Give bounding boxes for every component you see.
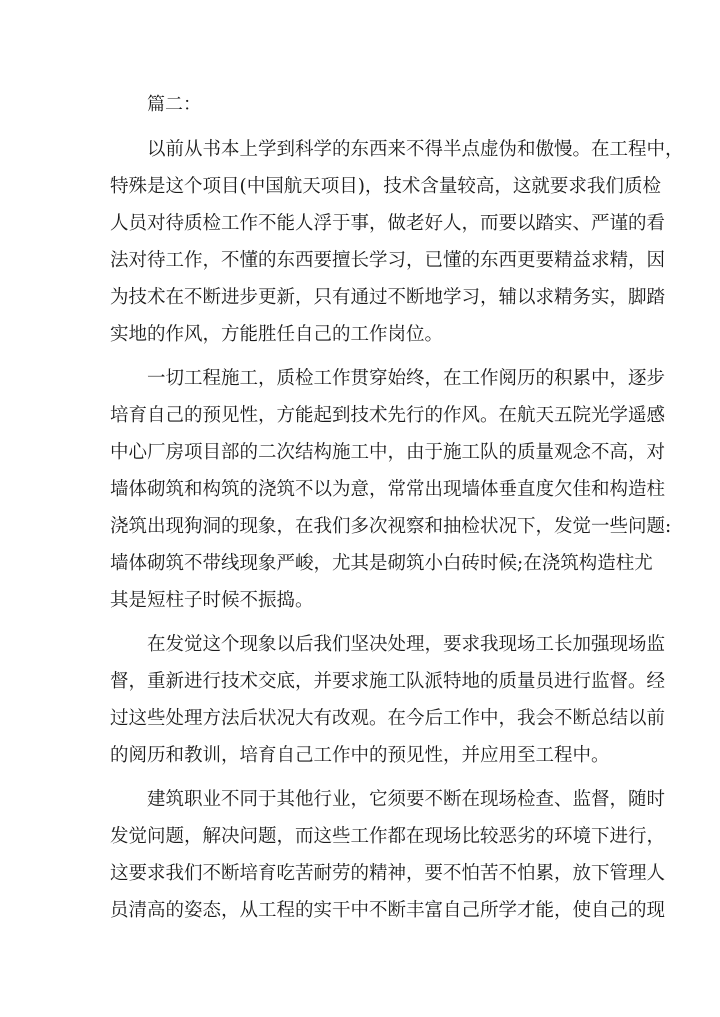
paragraph-line: 督，重新进行技术交底，并要求施工队派特地的质量员进行监督。经 <box>110 671 666 692</box>
paragraph-line: 为技术在不断进步更新，只有通过不断地学习，辅以求精务实，脚踏 <box>110 287 666 308</box>
paragraph-line: 浇筑出现狗洞的现象，在我们多次视察和抽检状况下，发觉一些问题: <box>110 516 672 537</box>
paragraph-line: 这要求我们不断培育吃苦耐劳的精神，要不怕苦不怕累，放下管理人 <box>110 863 666 884</box>
paragraph-line: 以前从书本上学到科学的东西来不得半点虚伪和傲慢。在工程中， <box>147 139 684 160</box>
paragraph-line: 法对待工作，不懂的东西要擅长学习，已懂的东西更要精益求精，因 <box>110 250 666 271</box>
paragraph-line: 中心厂房项目部的二次结构施工中，由于施工队的质量观念不高，对 <box>110 442 666 463</box>
paragraph-line: 建筑职业不同于其他行业，它须要不断在现场检查、监督，随时 <box>147 789 666 810</box>
paragraph-line: 培育自己的预见性，方能起到技术先行的作风。在航天五院光学遥感 <box>110 405 666 426</box>
paragraph-line: 员清高的姿态，从工程的实干中不断丰富自己所学才能，使自己的现 <box>110 900 666 921</box>
paragraph-line: 实地的作风，方能胜任自己的工作岗位。 <box>110 324 444 345</box>
paragraph-line: 其是短柱子时候不振捣。 <box>110 590 314 611</box>
paragraph-line: 墙体砌筑不带线现象严峻，尤其是砌筑小白砖时候;在浇筑构造柱尤 <box>110 553 653 574</box>
paragraph-line: 人员对待质检工作不能人浮于事，做老好人，而要以踏实、严谨的看 <box>110 213 666 234</box>
paragraph <box>110 360 672 619</box>
paragraph <box>110 781 666 929</box>
paragraph-line: 特殊是这个项目(中国航天项目)，技术含量较高，这就要求我们质检 <box>110 176 661 197</box>
paragraph-line: 过这些处理方法后状况大有改观。在今后工作中，我会不断总结以前 <box>110 708 666 729</box>
paragraph-line: 墙体砌筑和构筑的浇筑不以为意，常常出现墙体垂直度欠佳和构造柱 <box>110 479 666 500</box>
paragraph-line: 发觉问题，解决问题，而这些工作都在现场比较恶劣的环境下进行， <box>110 826 666 847</box>
paragraph-line: 一切工程施工，质检工作贯穿始终，在工作阅历的积累中，逐步 <box>147 368 666 389</box>
document-page <box>110 89 684 936</box>
paragraph-line: 在发觉这个现象以后我们坚决处理，要求我现场工长加强现场监 <box>147 634 666 655</box>
document-body <box>110 131 684 929</box>
paragraph <box>110 131 684 353</box>
paragraph <box>110 626 666 774</box>
section-heading: 篇二： <box>147 94 201 115</box>
paragraph-line: 的阅历和教训，培育自己工作中的预见性，并应用至工程中。 <box>110 745 610 766</box>
